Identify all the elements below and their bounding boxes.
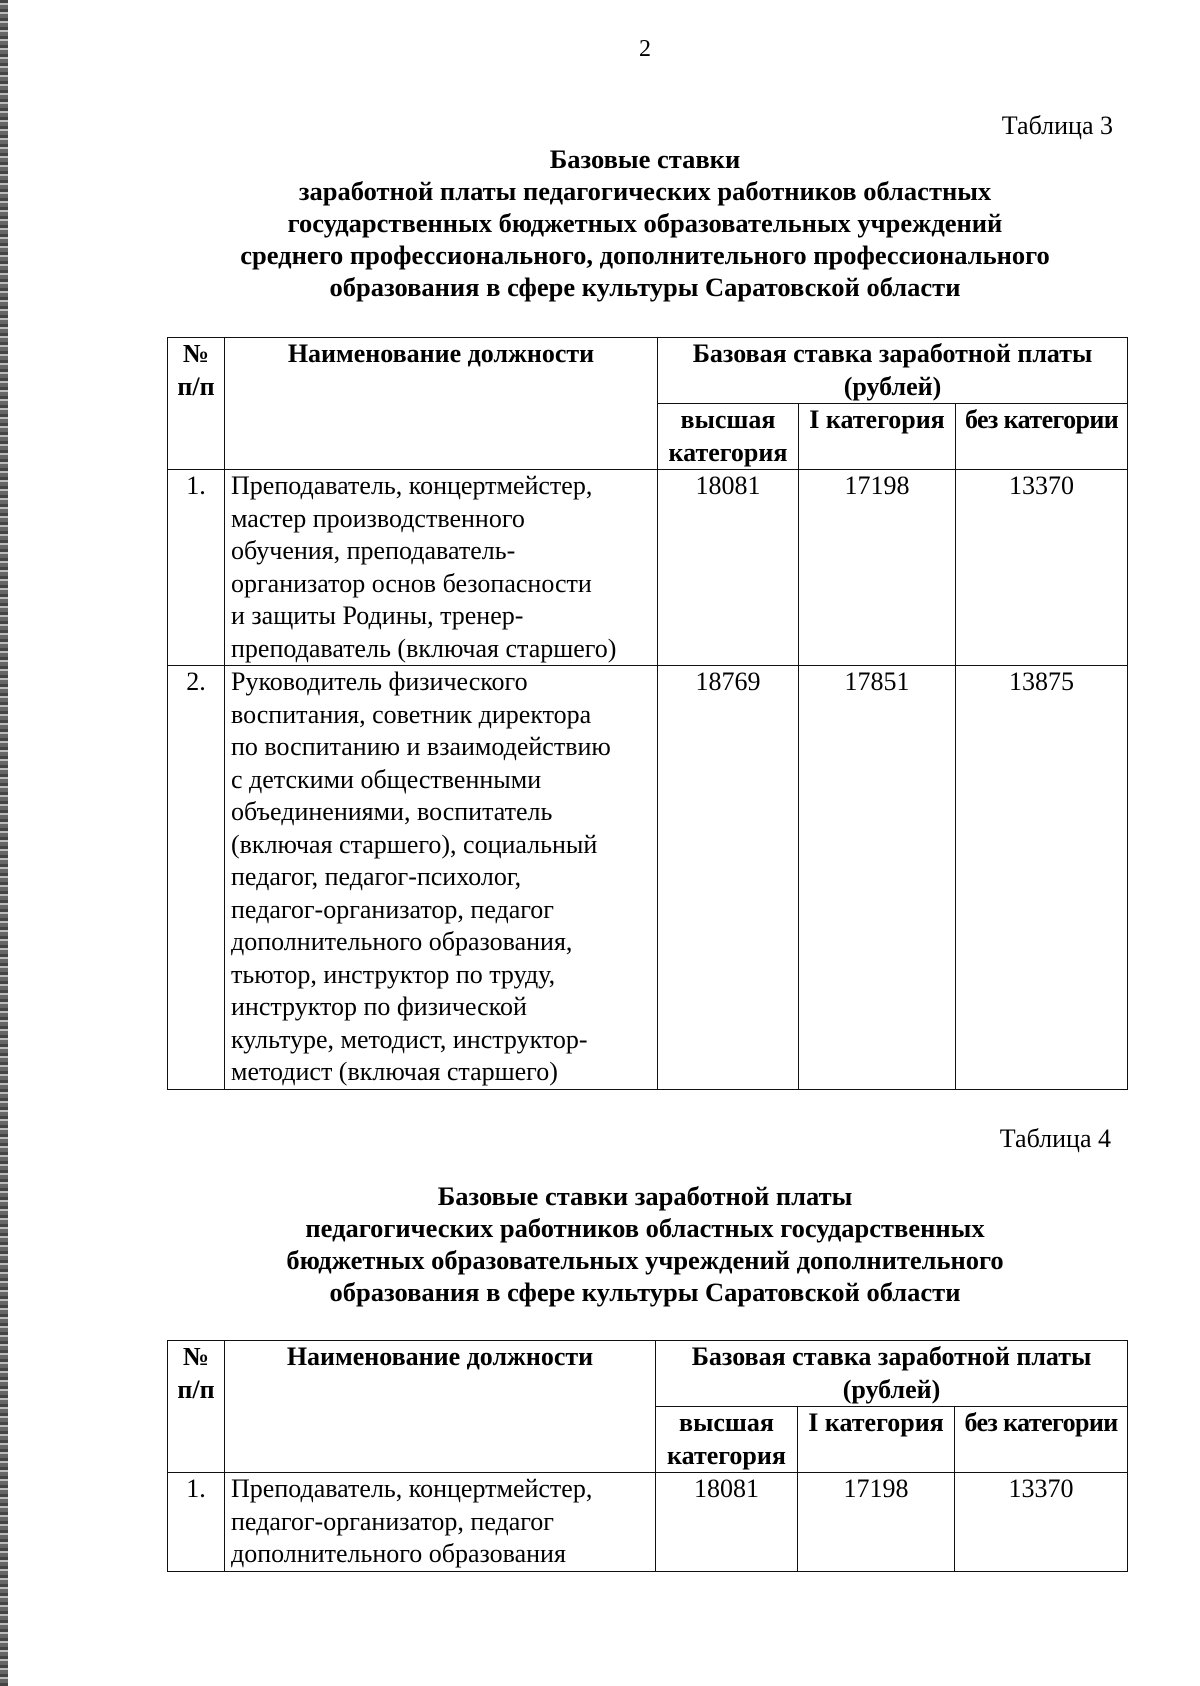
table-3-heading	[120, 143, 1170, 303]
table-row	[168, 1473, 1128, 1572]
table-3-heading-line: государственных бюджетных образовательных учреждений	[287, 208, 1003, 238]
header-position-name-cell: Наименование должности	[225, 1341, 656, 1473]
rate-highest-category-cell: 18081	[656, 1473, 798, 1572]
header-number-cell: № п/п	[168, 338, 225, 470]
table-header-row	[168, 338, 1128, 404]
table-4	[167, 1340, 1128, 1572]
table-3-label: Таблица 3	[1001, 111, 1113, 140]
table-3-heading-line: заработной платы педагогических работников областных	[298, 176, 992, 206]
header-position-name-cell: Наименование должности	[225, 338, 658, 470]
rate-highest-category-cell: 18769	[658, 666, 799, 1090]
table-4-heading	[120, 1180, 1170, 1308]
header-first-category-cell: I категория	[798, 1407, 955, 1473]
rate-no-category-cell: 13370	[955, 1473, 1128, 1572]
table-row	[168, 666, 1128, 1090]
table-row	[168, 470, 1128, 666]
header-number-cell: № п/п	[168, 1341, 225, 1473]
header-no-category-cell: без категории	[956, 404, 1128, 470]
rate-no-category-cell: 13875	[956, 666, 1128, 1090]
header-highest-category-cell: высшая категория	[658, 404, 799, 470]
rate-first-category-cell: 17851	[799, 666, 956, 1090]
table-4-heading-line: Базовые ставки заработной платы	[437, 1181, 853, 1211]
header-base-rate-cell: Базовая ставка заработной платы (рублей)	[656, 1341, 1128, 1407]
header-first-category-cell: I категория	[799, 404, 956, 470]
table-3-heading-line: среднего профессионального, дополнительного профессионального	[240, 240, 1050, 270]
rate-first-category-cell: 17198	[798, 1473, 955, 1572]
page-number: 2	[639, 36, 651, 62]
table-4-heading-line: педагогических работников областных государственных	[305, 1213, 985, 1243]
header-highest-category-cell: высшая категория	[656, 1407, 798, 1473]
row-number-cell: 2.	[168, 666, 225, 1090]
table-3	[167, 337, 1128, 1090]
table-4-heading-line: бюджетных образовательных учреждений дополнительного	[286, 1245, 1004, 1275]
table-header-row	[168, 1341, 1128, 1407]
rate-no-category-cell: 13370	[956, 470, 1128, 666]
table-3-heading-line: Базовые ставки	[549, 144, 741, 174]
row-number-cell: 1.	[168, 470, 225, 666]
header-no-category-cell: без категории	[955, 1407, 1128, 1473]
rate-first-category-cell: 17198	[799, 470, 956, 666]
position-name-cell: Преподаватель, концертмейстер, педагог-организатор, педагог дополнительного образования	[225, 1473, 656, 1572]
position-name-cell: Руководитель физического воспитания, советник директора по воспитанию и взаимодействию с детскими общественными объединениями, воспитатель (включая старшего), социальный педагог, педагог-психолог, педагог-организатор, педагог дополнительного образования, тьютор, инструктор по труду, инструктор по физической культуре, методист, инструктор- методист (включая старшего)	[225, 666, 658, 1090]
row-number-cell: 1.	[168, 1473, 225, 1572]
table-4-label: Таблица 4	[999, 1124, 1111, 1153]
scan-edge-artifact	[0, 0, 8, 1686]
header-base-rate-cell: Базовая ставка заработной платы (рублей)	[658, 338, 1128, 404]
table-3-heading-line: образования в сфере культуры Саратовской области	[329, 272, 961, 302]
table-4-heading-line: образования в сфере культуры Саратовской области	[329, 1277, 961, 1307]
position-name-cell: Преподаватель, концертмейстер, мастер производственного обучения, преподаватель- организатор основ безопасности и защиты Родины, тренер- преподаватель (включая старшего)	[225, 470, 658, 666]
rate-highest-category-cell: 18081	[658, 470, 799, 666]
